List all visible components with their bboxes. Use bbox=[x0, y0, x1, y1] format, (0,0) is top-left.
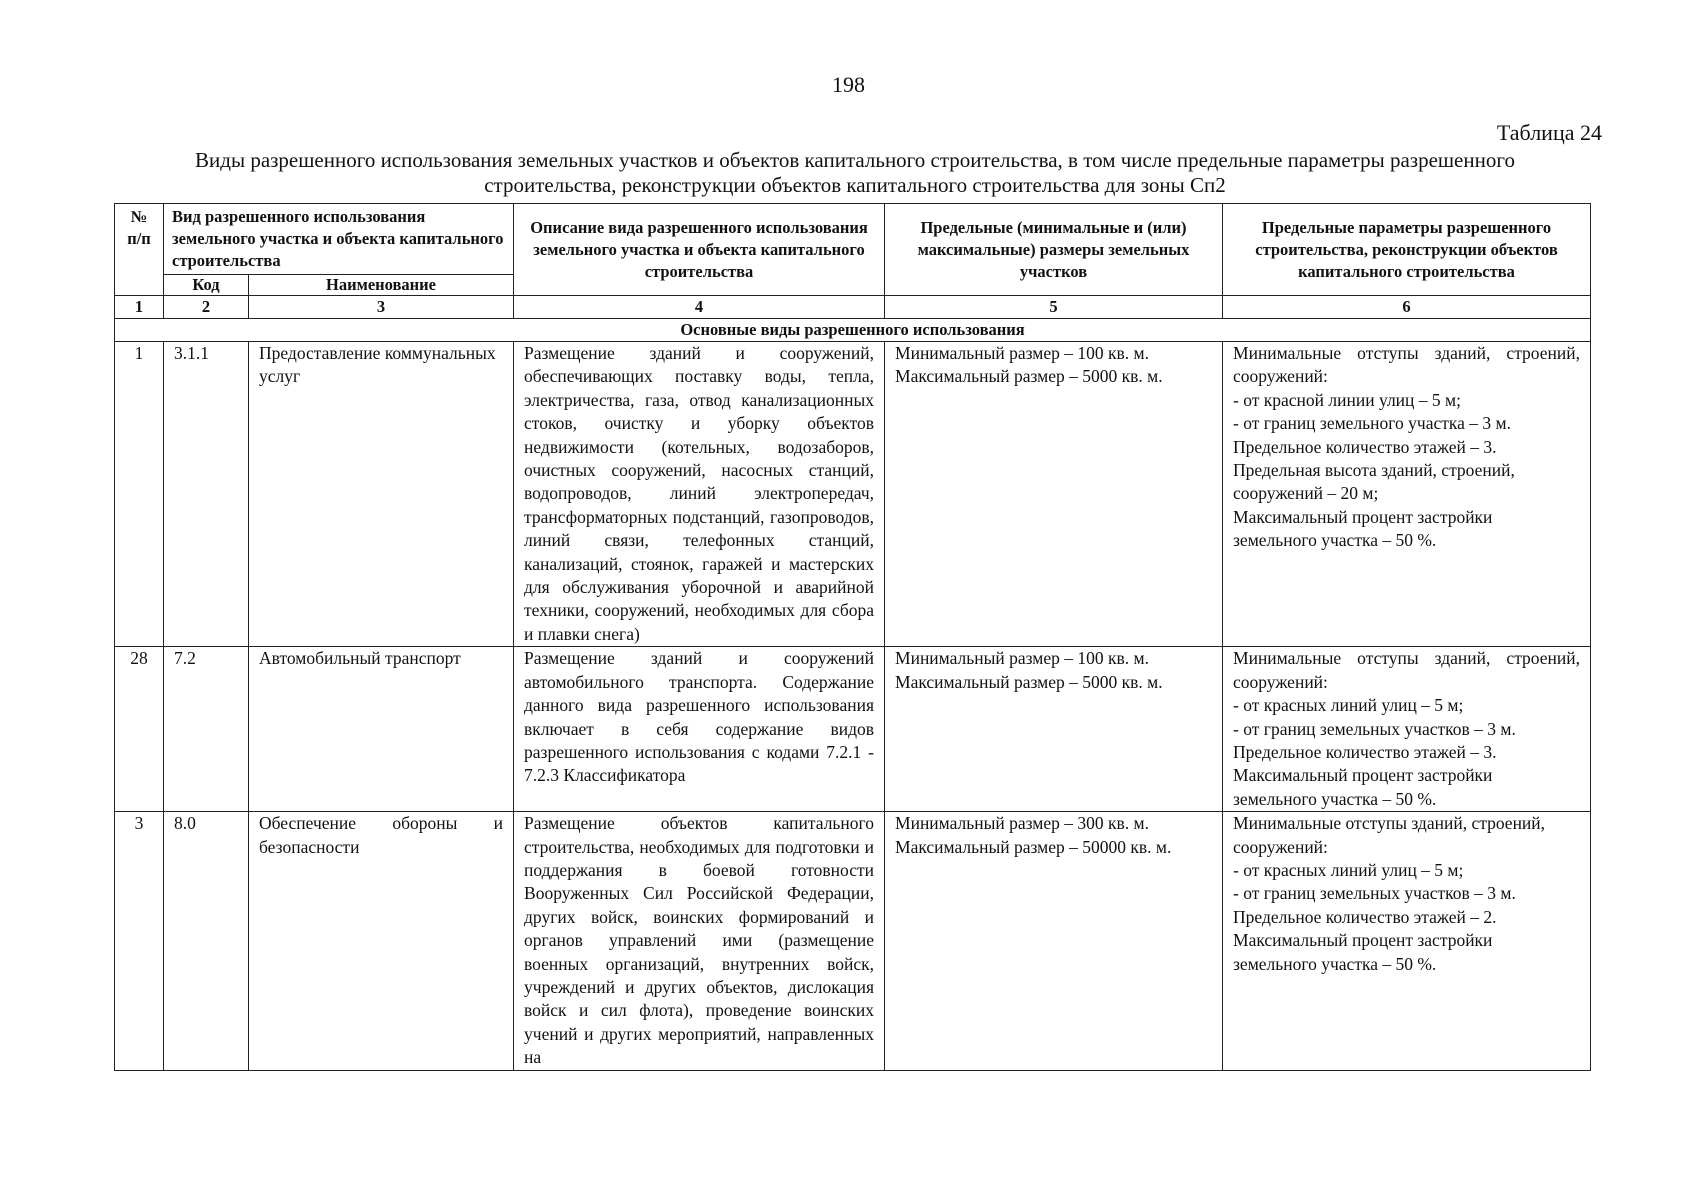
column-number: 6 bbox=[1223, 296, 1591, 319]
param-line: Предельное количество этажей – 2. bbox=[1233, 906, 1497, 927]
param-line: Максимальный процент застройки земельного участка – 50 %. bbox=[1233, 506, 1493, 551]
header-use-type: Вид разрешенного использования земельного участка и объекта капитального строительства bbox=[164, 204, 514, 275]
header-code: Код bbox=[164, 275, 249, 296]
param-line: Минимальные отступы зданий, строений, сооружений: bbox=[1233, 813, 1546, 857]
page-number: 198 bbox=[832, 72, 865, 97]
param-line: Максимальный процент застройки земельного участка – 50 %. bbox=[1233, 930, 1493, 974]
param-line: - от границ земельных участков – 3 м. bbox=[1233, 718, 1516, 739]
building-params bbox=[1223, 342, 1591, 647]
param-line: Предельная высота зданий, строений, сооружений – 20 м; bbox=[1233, 460, 1515, 504]
column-number: 4 bbox=[514, 296, 885, 319]
header-name: Наименование bbox=[249, 275, 514, 296]
use-code: 3.1.1 bbox=[164, 342, 249, 647]
plot-size bbox=[885, 342, 1223, 647]
plot-size-max: Максимальный размер – 5000 кв. м. bbox=[895, 366, 1163, 387]
param-line: Предельное количество этажей – 3. bbox=[1233, 436, 1497, 457]
param-line: - от границ земельных участков – 3 м. bbox=[1233, 883, 1516, 904]
table-caption: Таблица 24 bbox=[1496, 120, 1602, 145]
param-line: - от красной линии улиц – 5 м; bbox=[1233, 389, 1461, 410]
row-number: 28 bbox=[115, 647, 164, 812]
use-description: Размещение зданий и сооружений автомобильного транспорта. Содержание данного вида разрешенного использования включает в себя содержание видов разрешенного использования с кодами 7.2.1 - 7.2.3 Классификатора bbox=[514, 647, 885, 812]
plot-size-min: Минимальный размер – 100 кв. м. bbox=[895, 648, 1149, 669]
table-row bbox=[115, 647, 1591, 812]
use-code: 7.2 bbox=[164, 647, 249, 812]
use-name: Предоставление коммунальных услуг bbox=[249, 342, 514, 647]
row-number: 1 bbox=[115, 342, 164, 647]
column-number: 1 bbox=[115, 296, 164, 319]
row-number: 3 bbox=[115, 812, 164, 1070]
building-params bbox=[1223, 812, 1591, 1070]
param-line: Максимальный процент застройки земельного участка – 50 %. bbox=[1233, 765, 1493, 809]
column-number: 3 bbox=[249, 296, 514, 319]
param-line: - от красных линий улиц – 5 м; bbox=[1233, 859, 1464, 880]
use-code: 8.0 bbox=[164, 812, 249, 1070]
plot-size-min: Минимальный размер – 100 кв. м. bbox=[895, 343, 1149, 363]
use-description: Размещение зданий и сооружений, обеспечивающих поставку воды, тепла, электричества, газа, отвод канализационных стоков, очистку и уборку объектов недвижимости (котельных, водозаборов, очистных сооружений, насосных станций, водопроводов, линий электропередач, трансформаторных подстанций, газопроводов, линий связи, телефонных станций, канализаций, стоянок, гаражей и мастерских для обслуживания уборочной и аварийной техники, сооружений, необходимых для сбора и плавки снега) bbox=[514, 342, 885, 647]
param-line: Предельное количество этажей – 3. bbox=[1233, 741, 1497, 762]
zone-table bbox=[114, 203, 1591, 1071]
header-params: Предельные параметры разрешенного строительства, реконструкции объектов капитального строительства bbox=[1223, 204, 1591, 296]
plot-size-max: Максимальный размер – 50000 кв. м. bbox=[895, 836, 1172, 857]
column-number: 5 bbox=[885, 296, 1223, 319]
param-line: - от красных линий улиц – 5 м; bbox=[1233, 695, 1464, 716]
plot-size-min: Минимальный размер – 300 кв. м. bbox=[895, 813, 1149, 834]
building-params bbox=[1223, 647, 1591, 812]
column-number: 2 bbox=[164, 296, 249, 319]
plot-size-max: Максимальный размер – 5000 кв. м. bbox=[895, 671, 1163, 692]
header-description: Описание вида разрешенного использования земельного участка и объекта капитального строительства bbox=[514, 204, 885, 296]
use-name: Обеспечение обороны и безопасности bbox=[249, 812, 514, 1070]
section-title: Основные виды разрешенного использования bbox=[115, 319, 1591, 342]
use-description: Размещение объектов капитального строительства, необходимых для подготовки и поддержания в боевой готовности Вооруженных Сил Российской Федерации, других войск, воинских формирований и органов управлений ими (размещение военных организаций, внутренних войск, учреждений и других объектов, дислокация войск и сил флота), проведение воинских учений и других мероприятий, направленных на bbox=[514, 812, 885, 1070]
param-line: - от границ земельного участка – 3 м. bbox=[1233, 413, 1511, 434]
plot-size bbox=[885, 647, 1223, 812]
plot-size bbox=[885, 812, 1223, 1070]
use-name: Автомобильный транспорт bbox=[249, 647, 514, 812]
header-num: № п/п bbox=[115, 204, 164, 296]
table-row bbox=[115, 812, 1591, 1070]
param-line: Минимальные отступы зданий, строений, сооружений: bbox=[1233, 648, 1581, 692]
table-row bbox=[115, 342, 1591, 647]
param-line: Минимальные отступы зданий, строений, сооружений: bbox=[1233, 343, 1581, 387]
document-title: Виды разрешенного использования земельных участков и объектов капитального строительства, в том числе предельные параметры разрешенного строительства, реконструкции объектов капитального строительства для зоны Сп2 bbox=[195, 148, 1515, 197]
header-plot-size: Предельные (минимальные и (или) максимальные) размеры земельных участков bbox=[885, 204, 1223, 296]
